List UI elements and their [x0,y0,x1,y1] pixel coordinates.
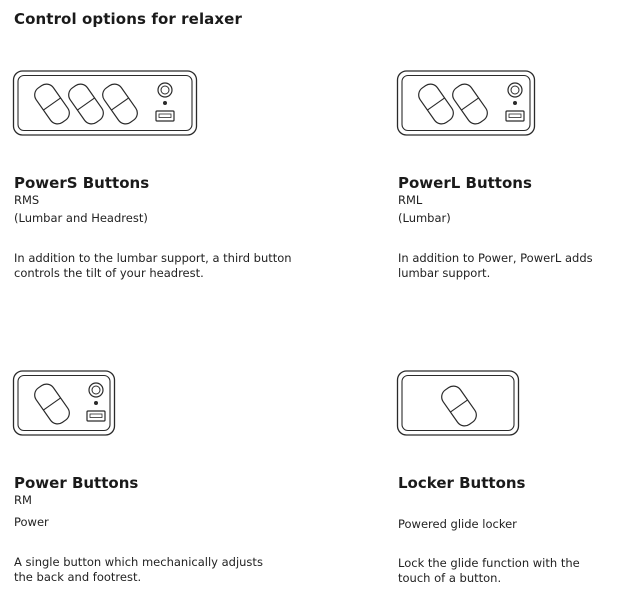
rocker-button-icon [65,81,106,127]
option-subtitle: (Lumbar) [398,211,451,225]
rocker-button-icon [31,81,72,127]
usb-port-icon [87,411,105,421]
option-subtitle: Power [14,515,49,529]
usb-port-icon [506,111,524,121]
option-description: In addition to the lumbar support, a third button controls the tilt of your headrest. [14,251,292,280]
locker-panel-illustration [396,368,520,438]
option-description: Lock the glide function with the touch of a button. [398,556,580,585]
option-title: Power Buttons [14,474,139,492]
powers-panel-illustration [12,68,198,138]
option-description: In addition to Power, PowerL adds lumbar support. [398,251,593,280]
option-subtitle: (Lumbar and Headrest) [14,211,148,225]
rocker-button-icon [449,81,490,127]
option-subtitle: Powered glide locker [398,517,517,531]
control-option-locker [396,368,622,585]
page-title: Control options for relaxer [14,10,242,28]
rocker-button-icon [31,381,72,427]
indicator-light-icon [89,383,103,405]
control-option-powers [12,68,292,280]
option-description: A single button which mechanically adjusts the back and footrest. [14,555,263,584]
power-panel-illustration [12,368,116,438]
control-option-powerl [396,68,622,280]
rocker-button-icon [415,81,456,127]
option-title: PowerL Buttons [398,174,532,192]
rocker-button-icon [99,81,140,127]
option-code: RM [14,493,32,507]
usb-port-icon [156,111,174,121]
indicator-light-icon [508,83,522,105]
option-code: RML [398,193,423,207]
option-title: Locker Buttons [398,474,526,492]
option-title: PowerS Buttons [14,174,150,192]
indicator-light-icon [158,83,172,105]
option-code: RMS [14,193,40,207]
control-option-power [12,368,263,584]
powerl-panel-illustration [396,68,536,138]
rocker-button-icon [438,383,479,429]
